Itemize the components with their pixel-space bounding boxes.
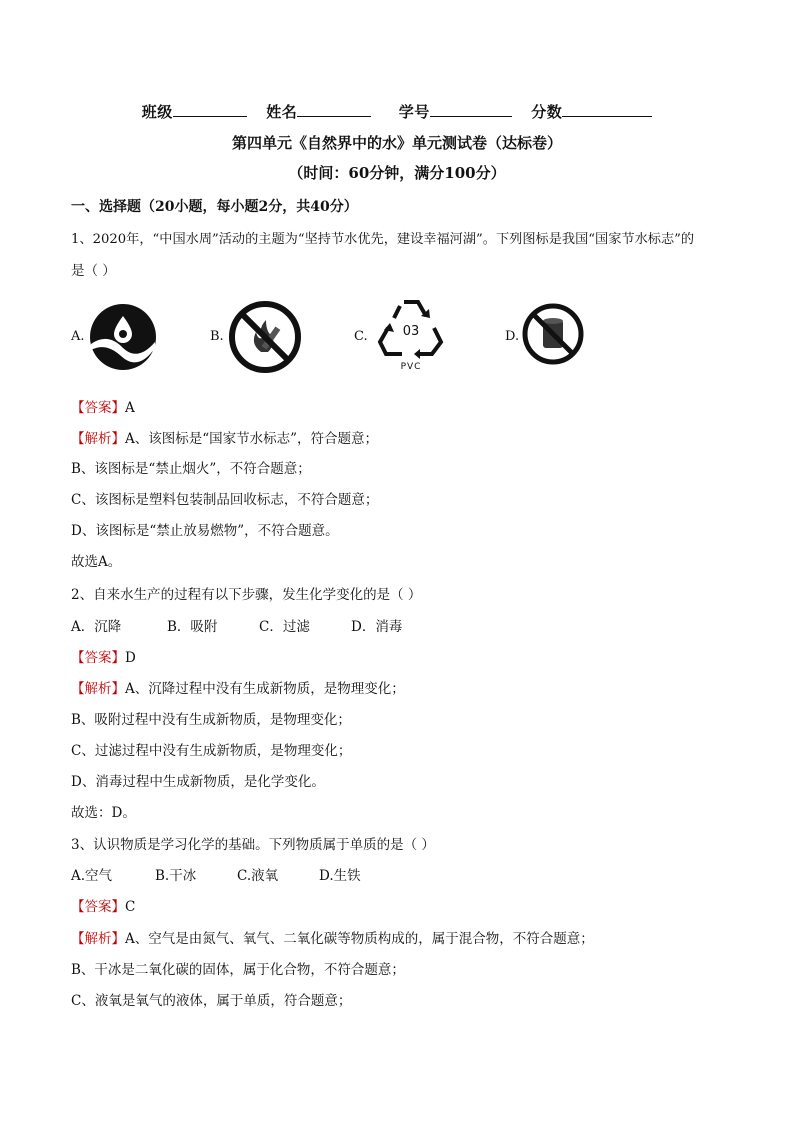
q2-option-c[interactable]: C．过滤	[259, 619, 310, 635]
analysis-tag: 【解析】	[71, 931, 125, 947]
exam-subtitle: （时间：60分钟，满分100分）	[288, 164, 506, 182]
q1-option-c[interactable]	[354, 292, 464, 382]
no-flammables-icon	[521, 302, 585, 370]
exam-title: 第四单元《自然界中的水》单元测试卷（达标卷）	[231, 134, 562, 152]
q3-options	[71, 864, 401, 884]
analysis-text: A、该图标是“国家节水标志”，符合题意；	[125, 431, 379, 447]
q2-answer	[71, 646, 136, 666]
answer-value: D	[125, 650, 136, 666]
score-blank[interactable]	[562, 102, 652, 117]
no-fire-icon	[228, 300, 302, 378]
option-label: A.	[71, 329, 85, 344]
q1-analysis-line: C、该图标是塑料包装制品回收标志，不符合题意；	[71, 492, 379, 508]
q1-analysis-line: D、该图标是“禁止放易燃物”，不符合题意。	[71, 523, 339, 539]
water-saving-logo-icon	[88, 302, 158, 376]
analysis-tag: 【解析】	[71, 681, 125, 697]
class-label: 班级	[141, 103, 173, 121]
id-label: 学号	[398, 103, 430, 121]
q2-option-a[interactable]: A．沉降	[71, 619, 122, 635]
q2-conclusion: 故选：D。	[71, 805, 136, 821]
q2-analysis-line: B、吸附过程中没有生成新物质，是物理变化；	[71, 712, 351, 728]
q3-option-c[interactable]: C.液氧	[237, 868, 279, 884]
q3-analysis-line: C、液氧是氧气的液体，属于单质，符合题意；	[71, 993, 352, 1009]
q2-analysis-line: D、消毒过程中生成新物质，是化学变化。	[71, 774, 325, 790]
class-blank[interactable]	[173, 102, 247, 117]
score-label: 分数	[531, 103, 563, 121]
answer-tag: 【答案】	[71, 899, 125, 915]
q3-answer	[71, 895, 135, 915]
answer-value: C	[125, 899, 136, 915]
student-info-line	[0, 101, 794, 122]
analysis-text: A、沉降过程中没有生成新物质，是物理变化；	[125, 681, 405, 697]
q2-analysis-line: C、过滤过程中没有生成新物质，是物理变化；	[71, 743, 352, 759]
answer-tag: 【答案】	[71, 650, 125, 666]
recycle-code: 03	[402, 324, 420, 339]
q2-option-d[interactable]: D．消毒	[351, 619, 403, 635]
q1-analysis-line: B、该图标是“禁止烟火”，不符合题意；	[71, 461, 311, 477]
option-label: B.	[210, 329, 224, 344]
q2-option-b[interactable]: B．吸附	[167, 619, 218, 635]
q2-options	[71, 615, 443, 635]
q1-analysis-line	[71, 427, 378, 447]
q2-analysis-line	[71, 677, 405, 697]
analysis-text: A、空气是由氮气、氧气、二氧化碳等物质构成的，属于混合物，不符合题意；	[125, 931, 594, 947]
q3-option-b[interactable]: B.干冰	[155, 868, 197, 884]
analysis-tag: 【解析】	[71, 431, 125, 447]
q3-option-d[interactable]: D.生铁	[319, 868, 361, 884]
option-label: C.	[354, 329, 368, 344]
answer-tag: 【答案】	[71, 400, 125, 416]
q3-stem: 3、认识物质是学习化学的基础。下列物质属于单质的是（ ）	[71, 837, 435, 853]
name-label: 姓名	[266, 103, 298, 121]
answer-value: A	[125, 400, 135, 416]
q3-analysis-line	[71, 927, 594, 947]
recycle-caption: PVC	[400, 362, 422, 372]
q1-stem-line1: 1、2020年，“中国水周”活动的主题为“坚持节水优先，建设幸福河湖”。下列图标是我国“国家节水标志”的	[71, 232, 695, 247]
q2-stem: 2、自来水生产的过程有以下步骤，发生化学变化的是（ ）	[71, 587, 422, 603]
q1-conclusion: 故选A。	[71, 554, 122, 570]
section-heading: 一、选择题（20小题，每小题2分，共40分）	[71, 199, 358, 215]
name-blank[interactable]	[297, 102, 371, 117]
recycle-pvc-icon	[374, 292, 448, 376]
q1-option-b[interactable]	[210, 296, 310, 376]
q3-option-a[interactable]: A.空气	[71, 868, 113, 884]
q3-analysis-line: B、干冰是二氧化碳的固体，属于化合物，不符合题意；	[71, 962, 405, 978]
option-label: D.	[505, 329, 520, 344]
q1-option-a[interactable]	[71, 296, 171, 376]
q1-option-d[interactable]	[505, 296, 605, 376]
id-blank[interactable]	[430, 102, 512, 117]
q1-answer	[71, 396, 135, 416]
q1-stem-line2: 是（ ）	[71, 263, 116, 279]
